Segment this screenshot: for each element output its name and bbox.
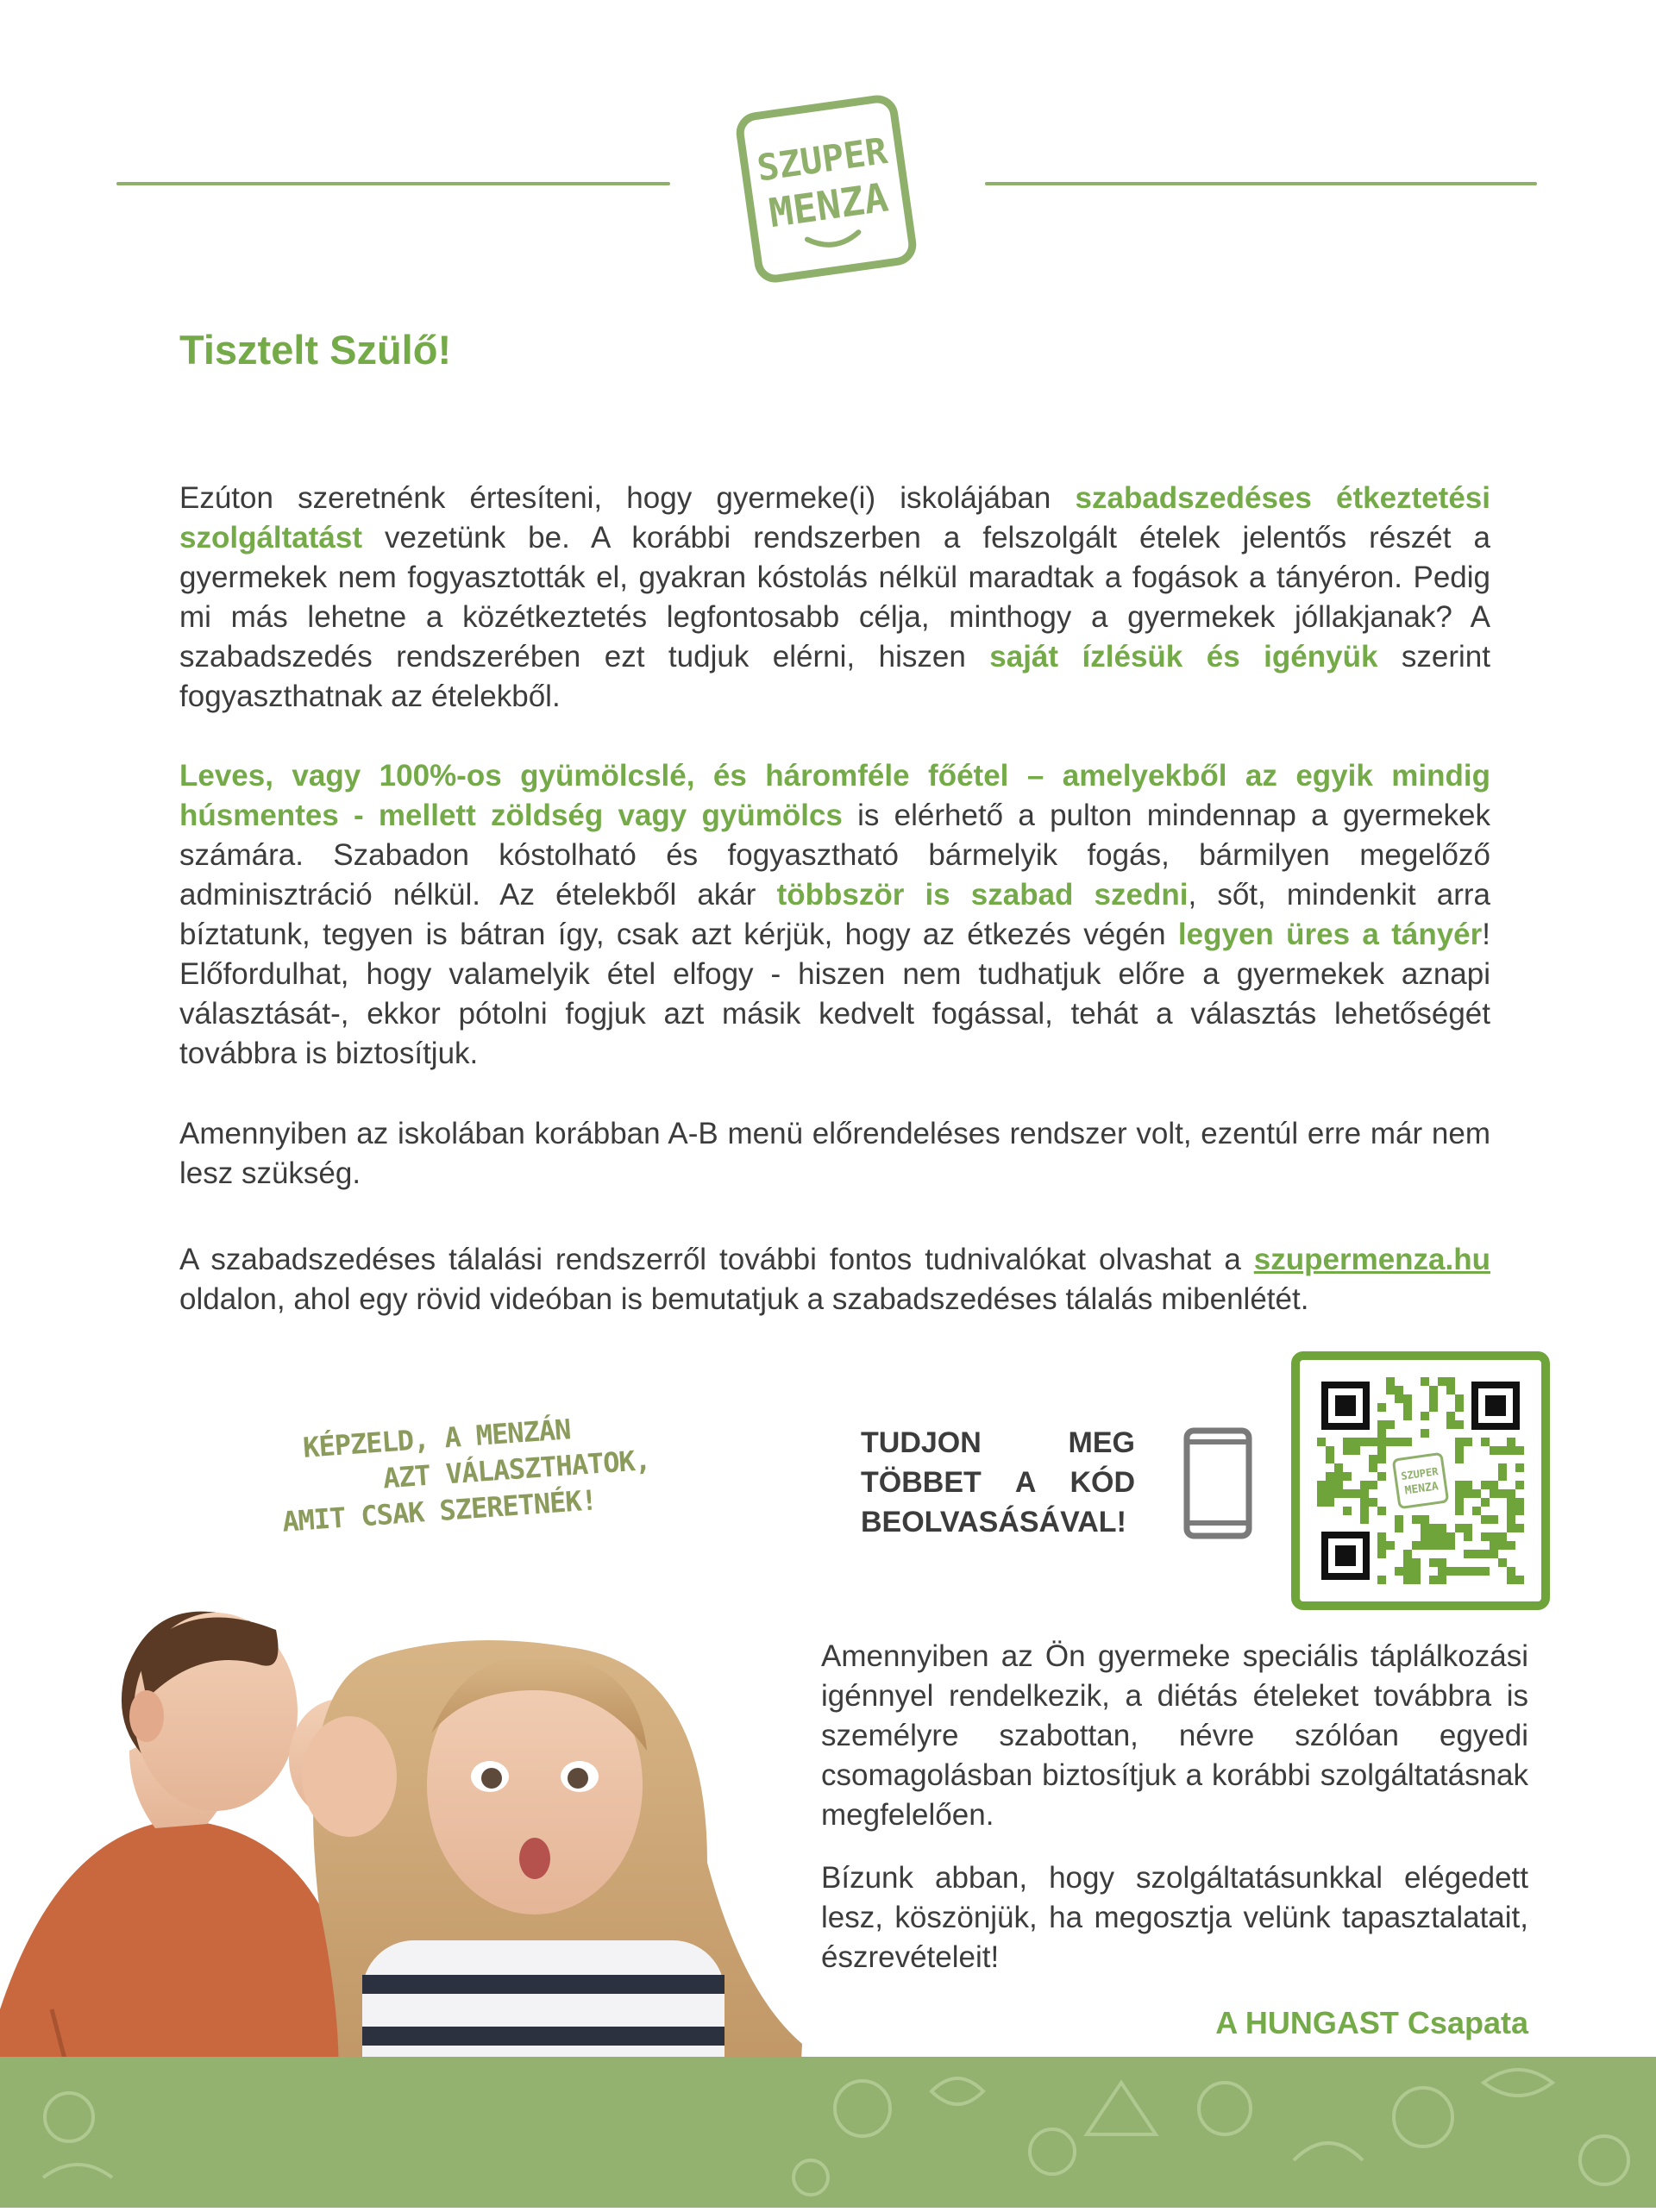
- svg-text:SZUPER: SZUPER: [754, 129, 890, 190]
- cta-line: BEOLVASÁSÁVAL!: [861, 1506, 1126, 1538]
- qr-code-pattern: [1300, 1360, 1541, 1601]
- greeting-heading: Tisztelt Szülő!: [179, 327, 452, 373]
- qr-code[interactable]: [1291, 1351, 1550, 1610]
- paragraph-diet: Amennyiben az Ön gyermeke speciális táplálkozási igénnyel rendelkezik, a diétás ételeket továbbra is személyre szabottan, névre szólóan egyedi csomagolásban biztosítjuk a korábbi szolgáltatásnak megfelelően.: [821, 1639, 1528, 1832]
- tagline-line: KÉPZELD, A MENZÁN: [302, 1413, 572, 1464]
- highlight-span: saját ízlésük és igényük: [989, 640, 1378, 674]
- website-link[interactable]: szupermenza.hu: [1253, 1243, 1490, 1276]
- text-span: , sőt, mindenkit arra bíztatunk, tegyen is bátran így, csak azt kérjük, hogy az étkezés végén: [179, 878, 1491, 951]
- cta-line: TUDJON MEG: [861, 1426, 1135, 1459]
- text-span: Ezúton szeretnénk értesíteni, hogy gyermeke(i) iskolájában: [179, 481, 1076, 515]
- tagline: [276, 1407, 652, 1540]
- text-span: szerint fogyaszthatnak az ételekből.: [179, 640, 1490, 713]
- svg-text:MENZA: MENZA: [766, 173, 891, 237]
- highlight-span: legyen üres a tányér: [1177, 918, 1483, 951]
- text-span: A szabadszedéses tálalási rendszerről további fontos tudnivalókat olvashat a: [179, 1243, 1254, 1276]
- highlight-span: Leves, vagy 100%-os gyümölcslé, és háromféle főétel – amelyekből az egyik mindig húsmentes - mellett zöldség vagy gyümölcs: [179, 759, 1490, 832]
- header-rule-left: [116, 182, 670, 185]
- phone-icon: [1183, 1427, 1252, 1539]
- signature: A HUNGAST Csapata: [1215, 2005, 1528, 2040]
- highlight-span: többször is szabad szedni: [776, 878, 1189, 912]
- text-span: is elérhető a pulton mindennap a gyermekek számára. Szabadon kóstolható és fogyasztható bármelyik fogás, bármilyen megelőző adminisztráció nélkül. Az ételekből akár: [179, 799, 1491, 912]
- text-span: oldalon, ahol egy rövid videóban is bemutatjuk a szabadszedéses tálalás mibenlétét.: [179, 1282, 1309, 1316]
- qr-call-to-action: [861, 1423, 1135, 1542]
- tagline-line: AZT VÁLASZTHATOK,: [381, 1443, 652, 1495]
- paragraph-website: [179, 1240, 1490, 1319]
- paragraph-closing: Bízunk abban, hogy szolgáltatásunkkal elégedett lesz, köszönjük, ha megosztja velünk tapasztalatait, észrevételeit!: [821, 1861, 1528, 1974]
- tagline-line: AMIT CSAK SZERETNÉK!: [280, 1483, 599, 1538]
- highlight-span: szabadszedéses étkeztetési szolgáltatást: [179, 481, 1490, 555]
- footer-band: [0, 2057, 1656, 2208]
- qr-logo-text: SZUPER: [1400, 1465, 1440, 1483]
- qr-logo-text: MENZA: [1403, 1480, 1440, 1498]
- cta-line: TÖBBET A KÓD: [861, 1466, 1135, 1499]
- szupermenza-logo: [723, 90, 930, 288]
- text-span: vezetünk be. A korábbi rendszerben a felszolgált ételek jelentős részét a gyermekek nem fogyasztották el, gyakran kóstolás nélkül maradtak a fogások a tányéron. Pedig mi más lehetne a közétkeztetés legfontosabb célja, minthogy a gyermekek jóllakjanak? A szabadszedés rendszerében ezt tudjuk elérni, hiszen: [179, 521, 1490, 674]
- header-rule-right: [985, 182, 1537, 185]
- paragraph-preorder: Amennyiben az iskolában korábban A-B menü előrendeléses rendszer volt, ezentúl erre már nem lesz szükség.: [179, 1117, 1490, 1190]
- paragraph-intro: [179, 479, 1490, 717]
- paragraph-menu: [179, 756, 1490, 1074]
- text-span: ! Előfordulhat, hogy valamelyik étel elfogy - hiszen nem tudhatjuk előre a gyermekek aznapi választását-, ekkor pótolni fogjuk azt másik kedvelt fogással, tehát a választás lehetőségét továbbra is biztosítjuk.: [179, 918, 1491, 1070]
